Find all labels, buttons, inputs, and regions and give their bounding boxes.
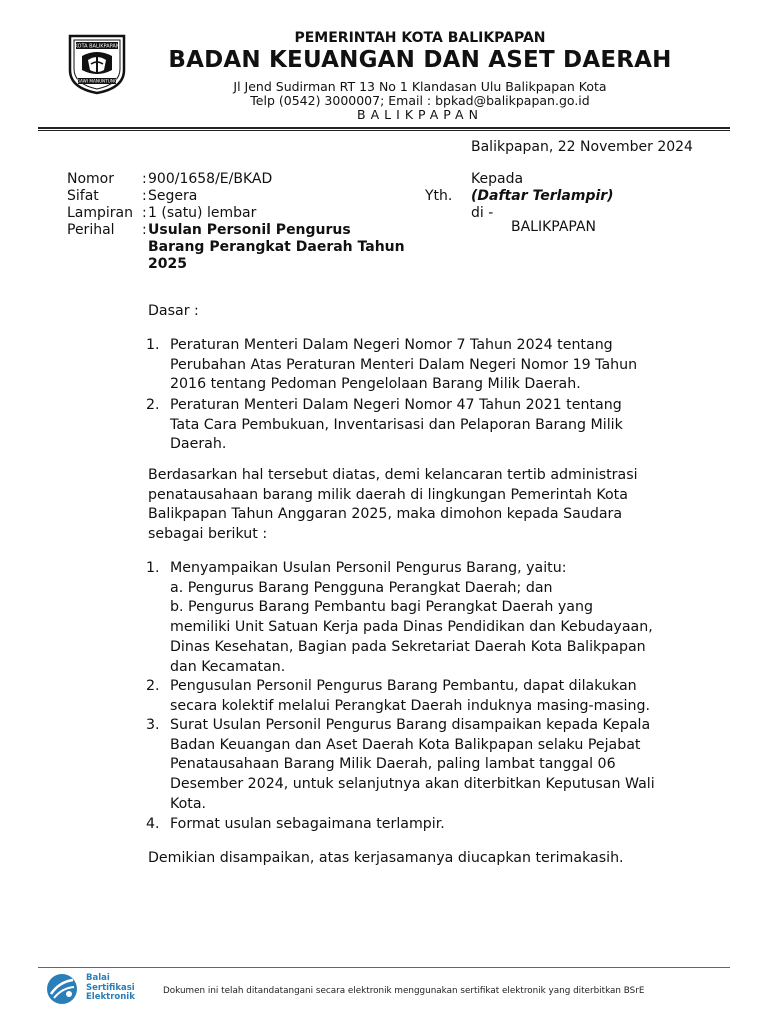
item-line: Desember 2024, untuk selanjutnya akan diterbitkan Keputusan Wali [170,776,655,793]
nomor-label: Nomor [67,171,114,187]
item-line: memiliki Unit Satuan Kerja pada Dinas Pendidikan dan Kebudayaan, [170,619,653,636]
dasar-item [148,396,696,455]
item-line: Surat Usulan Personil Pengurus Barang disampaikan kepada Kepala [170,717,651,733]
request-item [148,677,696,716]
request-item [148,559,696,677]
colon: : [142,171,147,187]
item-line: Peraturan Menteri Dalam Negeri Nomor 7 Tahun 2024 tentang [170,337,613,353]
bsre-emblem-icon [45,972,79,1006]
bsre-wordmark [86,974,135,1003]
request-item [148,815,696,835]
letterhead-divider [38,127,730,131]
perihal-label: Perihal [67,222,115,238]
sifat-value: Segera [148,188,198,204]
item-number: 4. [146,816,160,832]
item-line: secara kolektif melalui Perangkat Daerah induknya masing-masing. [170,697,650,714]
closing-sentence: Demikian disampaikan, atas kerjasamanya diucapkan terimakasih. [148,850,624,866]
item-line: Penatausahaan Barang Milik Daerah, paling lambat tanggal 06 [170,756,616,773]
paragraph-line: penatausahaan barang milik daerah di lingkungan Pemerintah Kota [148,486,628,503]
item-line: Peraturan Menteri Dalam Negeri Nomor 47 Tahun 2021 tentang [170,397,622,413]
item-line: dan Kecamatan. [170,658,286,675]
paragraph-line: Berdasarkan hal tersebut diatas, demi kelancaran tertib administrasi [148,467,638,483]
lampiran-label: Lampiran [67,205,134,221]
footer-divider [38,967,730,968]
address-line: Jl Jend Sudirman RT 13 No 1 Klandasan Ulu Balikpapan Kota [233,79,607,94]
yth-label: Yth. [425,188,453,204]
bsre-line: Elektronik [86,992,135,1002]
letter-date: Balikpapan, 22 November 2024 [471,139,693,155]
paragraph-line: Balikpapan Tahun Anggaran 2025, maka dimohon kepada Saudara [148,506,623,523]
item-number: 2. [146,397,160,413]
bsre-line: Sertifikasi [86,982,135,993]
perihal-line: Usulan Personil Pengurus [148,222,351,238]
colon: : [142,188,147,204]
dasar-item [148,336,696,395]
perihal-line: Barang Perangkat Daerah Tahun [148,239,405,255]
bsre-logo [45,972,155,1006]
item-line: Perubahan Atas Peraturan Menteri Dalam Negeri Nomor 19 Tahun [170,356,638,373]
lampiran-value: 1 (satu) lembar [148,205,257,221]
nomor-value: 900/1658/E/BKAD [148,171,273,187]
item-line: Kota. [170,795,207,812]
item-line: Dinas Kesehatan, Bagian pada Sekretariat Daerah Kota Balikpapan [170,638,646,655]
item-line: Daerah. [170,436,227,453]
item-line: b. Pengurus Barang Pembantu bagi Perangkat Daerah yang [170,599,593,616]
request-item [148,716,696,815]
letterhead-city: BALIKPAPAN [357,107,483,122]
item-number: 3. [146,717,160,733]
item-line: Pengusulan Personil Pengurus Barang Pembantu, dapat dilakukan [170,678,637,694]
item-line: Tata Cara Pembukuan, Inventarisasi dan Pelaporan Barang Milik [170,416,623,433]
colon: : [142,205,147,221]
contact-line: Telp (0542) 3000007; Email : bpkad@balikpapan.go.id [250,93,590,108]
letterhead-government: PEMERINTAH KOTA BALIKPAPAN [294,30,546,46]
item-number: 1. [146,337,160,353]
item-line: Format usulan sebagaimana terlampir. [170,816,445,832]
kepada-label: Kepada [471,171,524,187]
item-line: 2016 tentang Pedoman Pengelolaan Barang Milik Daerah. [170,376,581,393]
perihal-value [148,222,405,273]
di-label: di - [471,205,494,221]
colon: : [142,222,147,238]
sifat-label: Sifat [67,188,99,204]
intro-paragraph [148,466,696,545]
item-number: 2. [146,678,160,694]
item-line: Badan Keuangan dan Aset Daerah Kota Balikpapan selaku Pejabat [170,736,641,753]
letterhead-address [120,80,720,108]
letterhead-agency: BADAN KEUANGAN DAN ASET DAERAH [168,47,672,73]
bsre-line: Balai [86,973,110,983]
item-line: Menyampaikan Usulan Personil Pengurus Barang, yaitu: [170,560,567,576]
recipient-name: (Daftar Terlampir) [471,188,614,204]
seal-motto: GAWI MANUNTUNG [76,78,118,84]
recipient-place: BALIKPAPAN [511,219,597,235]
esign-note: Dokumen ini telah ditandatangani secara elektronik menggunakan sertifikat elektronik yang diterbitkan BSrE [163,986,645,996]
seal-label: KOTA BALIKPAPAN [74,43,120,50]
item-line: a. Pengurus Barang Pengguna Perangkat Daerah; dan [170,579,553,596]
perihal-line: 2025 [148,256,187,272]
paragraph-line: sebagai berikut : [148,526,268,543]
item-number: 1. [146,560,160,576]
dasar-label: Dasar : [148,303,199,319]
